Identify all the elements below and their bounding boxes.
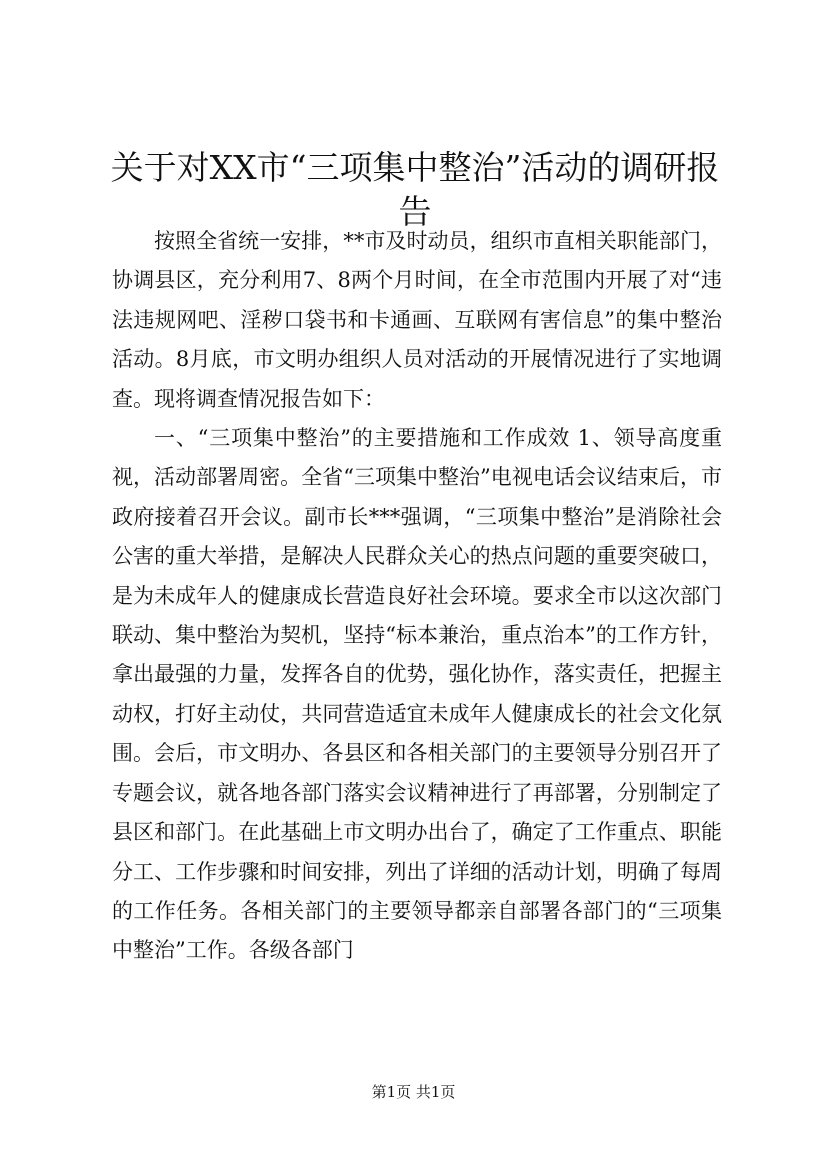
page-footer: 第1页 共1页: [371, 1083, 456, 1101]
document-body: [112, 222, 722, 971]
body-paragraph-2: 一、“三项集中整治”的主要措施和工作成效 1、领导高度重视，活动部署周密。全省“三项集中整治”电视电话会议结束后，市政府接着召开会议。副市长***强调，“三项集中整治”是消除社会公害的重大举措，是解决人民群众关心的热点问题的重要突破口，是为未成年人的健康成长营造良好社会环境。要求全市以这次部门联动、集中整治为契机，坚持“标本兼治，重点治本”的工作方针，拿出最强的力量，发挥各自的优势，强化协作，落实责任，把握主动权，打好主动仗，共同营造适宜未成年人健康成长的社会文化氛围。会后，市文明办、各县区和各相关部门的主要领导分别召开了专题会议，就各地各部门落实会议精神进行了再部署，分别制定了县区和部门。在此基础上市文明办出台了，确定了工作重点、职能分工、工作步骤和时间安排，列出了详细的活动计划，明确了每周的工作任务。各相关部门的主要领导都亲自部署各部门的“三项集中整治”工作。各级各部门: [112, 426, 722, 963]
document-title: 关于对XX市“三项集中整治”活动的调研报告: [110, 148, 720, 231]
body-paragraph-1: 按照全省统一安排，**市及时动员，组织市直相关职能部门，协调县区，充分利用7、8两个月时间，在全市范围内开展了对“违法违规网吧、淫秽口袋书和卡通画、互联网有害信息”的集中整治活动。8月底，市文明办组织人员对活动的开展情况进行了实地调查。现将调查情况报告如下：: [112, 229, 722, 411]
